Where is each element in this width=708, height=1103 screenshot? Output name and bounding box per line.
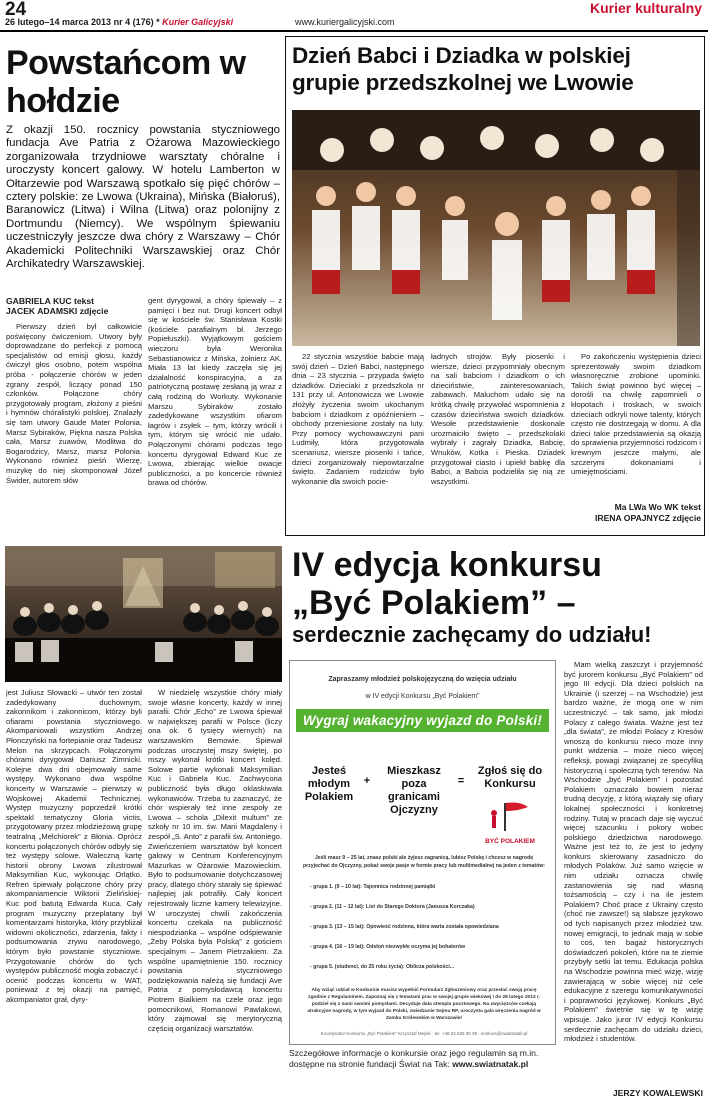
choir-photo-image [5,546,282,682]
poster-invite-line2: w IV edycji Konkursu „Być Polakiem” [365,693,480,700]
poster-box-young: Jesteś młodym Polakiem [304,765,354,803]
contest-poster [289,660,556,1045]
issue-line [5,17,233,27]
article3-body [564,660,703,1082]
author-text: GABRIELA KUC tekst [6,296,95,306]
poster-box-apply: Zgłoś się do Konkursu [477,765,543,790]
poster-footer: Aby wziąć udział w Konkursie musisz wypełnić Formularz Zgłoszeniowy oraz przesłać swoją pracę zgodnie z Regulaminem. Zapoznaj się z tematami prac w swojej grupie wiekowej i do 28 lutego 2013 r. podziel się z nami swoimi pomysłami. Decyduje data stempla pocztowego. Na zwycięzców czekają atrakcyjne nagrody, w tym wyjazd do Polski, zwiedzanie Sejmu RP, uroczysta gala wręczenia nagród w Zamku Królewskim w Warszawie! [307,988,541,1021]
article1-col3-text: jest Juliusz Słowacki – utwór ten został zadedykowany duchownym, zakonnikom i zakonnicom, którzy byli ofiarami powstania styczniowego. Akompaniowali wszystkim Andrzej Płonczyński na fortepianie oraz Tadeusz Melon na skrzypcach. Połączonymi chórami dyrygował Dariusz Zimnicki. Kolejne dwa dni obejmowały same występy. Wykonano dwa wspólne koncerty w Warszawie – pierwszy w Wojskowej Akademii Technicznej. Występ muzyczny poprzedził krótki spektakl tematyczny Gloria victis, przygotowany przez młodzieżową grupę teatralną „Melchiorek” z Błonia. Oprócz koncertu połączonych chórów odbyły się też występy solowe. Waleczną kartę historii obrony Lwowa zilustrował Maksymilian Kuc, wykonując Orlątko. Refren śpiewały połączone chóry przy akompaniamencie Wiktorii Zielińskiej-Kuc pod batutą Edwarda Kuca. Cały program muzyczny przeplatany był komentarzami historyka, który przybliżał widowni okoliczności, zdarzenia, fakty i podsumowania zrywu narodowego, którym było powstanie styczniowe. Przygotowanie chórów do tych występów publiczność mogła zobaczyć i ocenić podczas koncertu w WAT, ponieważ z tej okazji na pamięć, akompaniator grał, dyry- [6,688,142,1004]
article1-col2 [148,296,282,540]
article2-col3-text: Po zakończeniu występienia dzieci sprezentowały swoim dziadkom własnoręcznie zrobione upominki. Takich świąt powinno być więcej – dorośli na chwilę zapomnieli o kłopotach i troskach, w swoich dzieciach odkryli nowe talenty, których często nie dostrzegają w domu. A dla dzieci takie przedstawienia są okazją do sprawienia przyjemności rodzicom i krewnym jeszcze małymi, ale szczerymi dokonaniami i umiejętnościami. [571,352,701,477]
poster-logo [472,799,548,847]
poster-invite-line1: Zapraszamy młodzież polskojęzyczną do wzięcia udziału [328,676,517,683]
poster-groups [310,883,546,971]
article2-photographer: IRENA OPAJNYCZ zdjęcie [594,513,701,523]
article2-col2-text: ładnych strojów. Były piosenki i wiersze, dzieci przypomniały obecnym na sali babciom i dziadkom o ich dzieciństwie, zainteresowaniach, zabawach. Maluchom udało się na krótką chwilę przywołać wspomnienia z czasów dzieciństwa swoich dziadków. Wesołe przedstawienie doskonale urozmaiciło święto – przedszkolaki wybrały i zagrały Dziadka, Babcię, Wnuków, Kotka i Pieska. Dziadek przygotował ciasto i upiekł babkę dla Babci, a Babcia podzieliła się nią ze wszystkimi. [431,352,565,486]
article1-col4-text: W niedzielę wszystkie chóry miały swoje własne koncerty, każdy w innej parafii. Chór „Echo” ze Lwowa śpiewał w największej parafii w Polsce (liczy ona ok. 6 tysięcy wiernych) na warszawskim Bemowie. Śpiewał podczas uroczystej mszy świętej, po mszy wykonał krótki koncert kolęd. Solowe partie wykonali Maksymilian Kuc i Gabriela Kuc. Zachwycona publiczność była długo oklaskiwała wykonawców. Trzeba tu zaznaczyć, że chór wspierały też inne zespoły ze Lwowa – schola „Dilexit multum” ze szkoły nr 10 im. św. Marii Magdaleny i zespół „S. Anto” z parafii św. Antoniego. Zwieńczeniem warsztatów był koncert galowy w Centrum Konferencyjnym Mazurkas w Ożarowie Mazowieckim. Było to podsumowanie dotychczasowej pracy, dlatego chóry starały się śpiewać najlepiej jak potrafiły. Cały koncert rejestrowały liczne kamery telewizyjne. W uroczystej chwili zakończenia koncertu czekała na publiczność niespodzianka – wspólne odśpiewanie „Żeby Polska była Polską” z gościem specjalnym – Janem Pietrzakiem. Za wspólne upamiętnienie 150. rocznicy powstania styczniowego podziękowania należą się fundacji Ave Patria z pomysłodawcą koncertu Piotrem Bialkiem na czele oraz jego pomocnikowi, Romanowi Pawlakowi, który zajmował się merytoryczną częścią organizacji warsztatów. [148,688,282,1033]
poster-logo-text: BYĆ POLAKIEM [485,838,535,845]
article2-col1 [292,352,424,530]
article1-col4 [148,688,282,1098]
poster-caption-text: Szczegółowe informacje o konkursie oraz jego regulamin są m.in. dostępne na stronie fundacji Świat na Tak: [289,1048,539,1069]
poster-invite [290,661,555,701]
poster-group-4: - grupa 4. (16 – 19 lat): Odsłoń niezwykłe oczyma jej bohaterów [310,944,466,950]
poster-banner: Wygraj wakacyjny wyjazd do Polski! [296,709,549,732]
paper-name: Kurier Galicyjski [162,17,234,27]
poster-plus: + [363,775,371,787]
article1-byline [6,296,142,316]
author-photo: JACEK ADAMSKI zdjęcie [6,306,109,316]
article2-col1-text: 22 stycznia wszystkie babcie mają swój dzień – Dzień Babci, następnego dnia – 23 stycznia – przypada święto dziadków. Dzieciaki z przedszkola nr 131 przy ul. Antonowicza we Lwowie złożyły życzenia swoim ukochanym babciom i dziadkom z opóźnieniem – obchody przeniesione zostały na luty. Przy pomocy wychowawczyni pani Ludmiły, która przygotowała scenariusz, wiersze piosenki i tańce, dzieci zorganizowały niepowtarzalne święto. Zadaniem rodziców było wykonanie dla swoich pocie- [292,352,424,486]
section-title: Kurier kulturalny [589,0,702,16]
poster-group-5: - grupa 5. (studenci, do 25 roku życia): Oblicza polskości... [310,964,455,970]
article1-lead: Z okazji 150. rocznicy powstania styczniowego fundacja Ave Patria z Ożarowa Mazowieckiego zorganizowała trzydniowe warsztaty chóralne i uroczysty koncert galowy. W hotelu Lamberton w Ołtarzewie pod Warszawą spotkało się pięć chórów – cztery polskie: ze Lwowa (Ukraina), Mińska (Białoruś), Baranowicz (Litwa) i Wilna (Litwa) oraz polonijny z Dortmundu (Niemcy). We wspólnym śpiewaniu uczestniczyły jeszcze dwa chóry z Warszawy – Chór Akademicki Politechniki Warszawskiej oraz Chór Archikatedry Warszawskiej. [6,124,280,271]
choir-photo [5,546,282,682]
article1-title: Powstańcom w hołdzie [6,44,246,120]
poster-caption [289,1048,559,1069]
article1-col3 [6,688,142,1098]
article1-col1 [6,322,142,540]
article3-title-line1: IV edycja konkursu [292,546,602,584]
article2-col3 [571,352,701,494]
poster-info: Jeśli masz 9 – 25 lat, znasz polski ale żyjesz zagranicą, lubisz Polskę i chcesz w nagrodę przyjechać do Ojczyzny, pokaż swoje pasje w formie pracy lub multimedialnej na jeden z tematów: [302,855,546,869]
page-number: 24 [5,0,27,20]
article3-title-line2: „Być Polakiem” – [292,584,576,622]
issue-date: 26 lutego–14 marca 2013 nr 4 (176) * [5,17,163,27]
article1-col2-text: gent dyrygował, a chóry śpiewały – z pamięci i bez nut. Drugi koncert odbył się w kościele św. Stanisława Kostki (kościele parafialnym bł. Jerzego Popiełuszki). Wyjątkowym gościem wieczoru była Weronika Sebastianowicz z Mińska, żołnierz AK. Miała 13 lat kiedy zaczęła się jej działalność konspiracyjna, a za patriotyczną postawę zesłaną ją wraz z całą rodziną do Workuty. Wykonanie Marszu Sybiraków zostało zadedykowane wszystkim ofiarom łagrów i zsyłek – tym, którzy wrócili i tym, którym się wrócić nie udało. Połączonymi chórami podczas tego koncertu dyrygował Edward Kuc ze Lwowa, zbierając wielkie owacje publiczności, a po koncercie również brawa od chórów. [148,296,282,488]
poster-equals: = [457,775,465,787]
flag-logo-icon [472,799,548,833]
header-rule [0,30,708,32]
poster-group-1: - grupa 1. (9 – 10 lat): Tajemnica rodzinnej pamiątki [310,884,436,890]
article2-signature [571,502,701,524]
caption-url[interactable]: www.swiatnatak.pl [452,1058,529,1069]
poster-box-abroad: Mieszkasz poza granicami Ojczyzny [387,765,441,816]
article3-subtitle: serdecznie zachęcamy do udziału! [292,622,652,647]
article3-title [292,546,702,622]
article1-col1-text: Pierwszy dzień był całkowicie poświęcony ćwiczeniom. Utwory były doprowadzane do perfekcji z pomocą specjalistów od emisji głosu, każdy ćwiczył głos osobno, potem wspólna próba - połączenie chórów w jeden zgrany zespół, liczący ponad 150 członków. Połączone chóry przygotowały program, złożony z pieśni i hymnów chóralistyki polskiej. Znalazły się tam utwory Gaude Mater Polonia, Marsz Sybiraków, Piękna nasza Polska cała, Marsz żuawów, Modlitwa do Bogarodzicy, Marsz, marsz Polonia. Wykonano również pieśń Wierzę, muzykę do niej skomponował Józef Świder, autorem słów [6,322,142,485]
article2-author: Ma LWa Wo WK tekst [614,502,701,512]
article3-body-text: Mam wielką zaszczyt i przyjemność być jurorem konkursu „Być Polakiem” od jego III edycji. Dla dzieci polskich na Ukrainie (i szerzej – na Wschodzie) jest bardzo ważne, że mogą one w nim uczestniczyć – tak samo, jak młodzi Polacy z całego świata. Ważne jest też „dla świata”, że młodzi Polacy z Kresów wnoszą do konkursu nieco może inny punkt widzenia – może nieco więcej refleksji, powagi związanej ze specyfiką historyczną i społeczną tych terenów. Na Wschodzie „być Polakiem” i pozostać Polakiem oznaczało bowiem nieraz trudną decyzję, z którą wiązały się ofiary lokalnej społeczności i konkretnej rodziny. Tutaj w pracach daje się wyczuć więcej szacunku i pokory wobec polskiego dziedzictwa narodowego. Ważne jest też to, że jest to jedyny konkurs skierowany zasadniczo do młodych Polaków. Już samo wzięcie w nim udziału oznacza chwilę zastanowienia się nad własną tożsamością – czy i na ile jestem Polakiem? Choć prace z Ukrainy często (choć nie zawsze!) są słabsze językowo od tych napisanych przez młodzież tzw. nowej emigracji, to jednak mają w sobie to coś, ten bagaż historycznych doświadczeń pokoleń, które na te ziemie przybyły setki lat temu. Edukacja polska na Wschodzie powinna mieć wizję, wizję zawierającą w sobie więcej niż cele edukacyjne z szeregu komunikatywności i poprawności językowej. Konkurs „Być Polakiem” świetnie się w tę wizję wpisuje. Jako juror IV edycji Konkursu serdecznie zachęcam do udziału dzieci, młodzież i studentów. [564,660,703,1044]
poster-group-3: - grupa 3. (13 – 15 lat): Opowieść rodzinna, która warta została opowiedziana [310,924,499,930]
paper-url[interactable]: www.kuriergalicyjski.com [295,17,395,27]
article2-col2 [431,352,565,530]
poster-contact: Koordynator Konkursu „Być Polakiem” Krzysztof Mejsik · tel. +48 22 628 35 39 · konkurs@swiatnatak.pl [320,1031,528,1036]
article3-signature: JERZY KOWALEWSKI [612,1088,703,1098]
kindergarten-photo [292,110,700,346]
kindergarten-photo-image [292,110,700,346]
poster-group-2: - grupa 2. (11 – 12 lat): List do Starego Doktora (Janusza Korczaka) [310,904,475,910]
article2-title: Dzień Babci i Dziadka w polskiej grupie przedszkolnej we Lwowie [292,43,634,95]
